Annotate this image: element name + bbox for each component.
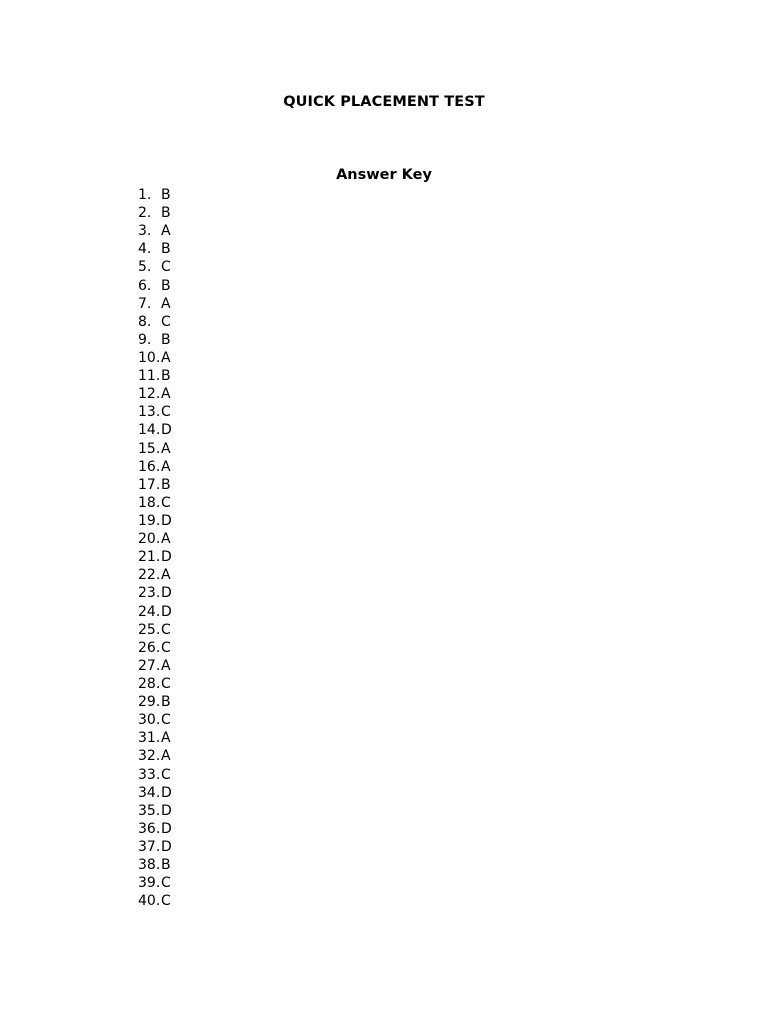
- answer-letter: B: [161, 694, 171, 711]
- list-item: [138, 874, 172, 892]
- answer-letter: D: [161, 838, 172, 855]
- question-number: 9.: [138, 331, 152, 348]
- list-item: [138, 584, 172, 602]
- section-title: Answer Key: [336, 167, 432, 183]
- answer-letter: C: [161, 893, 171, 910]
- answer-letter: C: [161, 313, 171, 330]
- question-number: 21.: [138, 549, 161, 566]
- list-item: [138, 331, 172, 349]
- question-number: 7.: [138, 295, 152, 312]
- list-item: [138, 204, 172, 222]
- answer-letter: D: [161, 512, 172, 529]
- question-number: 25.: [138, 621, 161, 638]
- question-number: 28.: [138, 675, 161, 692]
- list-item: [138, 476, 172, 494]
- list-item: [138, 548, 172, 566]
- list-item: [138, 240, 172, 258]
- answer-letter: D: [161, 549, 172, 566]
- question-number: 14.: [138, 422, 161, 439]
- answer-letter: B: [161, 277, 171, 294]
- list-item: [138, 747, 172, 765]
- answer-letter: C: [161, 621, 171, 638]
- answer-letter: A: [161, 657, 171, 674]
- question-number: 20.: [138, 531, 161, 548]
- question-number: 39.: [138, 875, 161, 892]
- list-item: [138, 403, 172, 421]
- question-number: 35.: [138, 802, 161, 819]
- question-number: 29.: [138, 694, 161, 711]
- question-number: 3.: [138, 223, 152, 240]
- list-item: [138, 711, 172, 729]
- list-item: [138, 729, 172, 747]
- list-item: [138, 693, 172, 711]
- question-number: 5.: [138, 259, 152, 276]
- answer-letter: A: [161, 295, 171, 312]
- answer-letter: A: [161, 223, 171, 240]
- question-number: 17.: [138, 476, 161, 493]
- list-item: [138, 458, 172, 476]
- question-number: 32.: [138, 748, 161, 765]
- question-number: 10.: [138, 349, 161, 366]
- list-item: [138, 675, 172, 693]
- answer-letter: D: [161, 422, 172, 439]
- question-number: 2.: [138, 205, 152, 222]
- question-number: 11.: [138, 368, 161, 385]
- answer-letter: C: [161, 404, 171, 421]
- answer-letter: A: [161, 458, 171, 475]
- question-number: 1.: [138, 187, 152, 203]
- list-item: [138, 766, 172, 784]
- list-item: [138, 277, 172, 295]
- question-number: 36.: [138, 820, 161, 837]
- question-number: 15.: [138, 440, 161, 457]
- list-item: [138, 639, 172, 657]
- list-item: [138, 566, 172, 584]
- list-item: [138, 385, 172, 403]
- answer-letter: D: [161, 603, 172, 620]
- question-number: 33.: [138, 766, 161, 783]
- question-number: 26.: [138, 639, 161, 656]
- list-item: [138, 222, 172, 240]
- answer-letter: D: [161, 585, 172, 602]
- list-item: [138, 313, 172, 331]
- list-item: [138, 621, 172, 639]
- question-number: 24.: [138, 603, 161, 620]
- question-number: 34.: [138, 784, 161, 801]
- question-number: 13.: [138, 404, 161, 421]
- question-number: 18.: [138, 494, 161, 511]
- answer-letter: A: [161, 730, 171, 747]
- question-number: 27.: [138, 657, 161, 674]
- answer-letter: C: [161, 494, 171, 511]
- answer-letter: A: [161, 349, 171, 366]
- answer-letter: D: [161, 784, 172, 801]
- answer-letter: C: [161, 675, 171, 692]
- list-item: [138, 421, 172, 439]
- question-number: 30.: [138, 712, 161, 729]
- question-number: 6.: [138, 277, 152, 294]
- answer-letter: B: [161, 368, 171, 385]
- list-item: [138, 784, 172, 802]
- question-number: 37.: [138, 838, 161, 855]
- answer-letter: A: [161, 567, 171, 584]
- document-title: QUICK PLACEMENT TEST: [283, 94, 485, 110]
- list-item: [138, 440, 172, 458]
- list-item: [138, 295, 172, 313]
- question-number: 12.: [138, 386, 161, 403]
- answer-letter: C: [161, 259, 171, 276]
- list-item: [138, 820, 172, 838]
- question-number: 4.: [138, 241, 152, 258]
- answer-letter: A: [161, 531, 171, 548]
- answer-letter: C: [161, 875, 171, 892]
- list-item: [138, 186, 172, 204]
- list-item: [138, 494, 172, 512]
- answer-letter: B: [161, 331, 171, 348]
- answer-letter: A: [161, 386, 171, 403]
- list-item: [138, 603, 172, 621]
- question-number: 22.: [138, 567, 161, 584]
- answer-list: [138, 186, 172, 910]
- question-number: 16.: [138, 458, 161, 475]
- list-item: [138, 258, 172, 276]
- question-number: 23.: [138, 585, 161, 602]
- question-number: 40.: [138, 893, 161, 910]
- question-number: 8.: [138, 313, 152, 330]
- list-item: [138, 512, 172, 530]
- answer-letter: B: [161, 187, 171, 203]
- list-item: [138, 349, 172, 367]
- list-item: [138, 838, 172, 856]
- question-number: 38.: [138, 857, 161, 874]
- answer-letter: B: [161, 857, 171, 874]
- list-item: [138, 856, 172, 874]
- answer-letter: A: [161, 748, 171, 765]
- answer-letter: D: [161, 820, 172, 837]
- list-item: [138, 367, 172, 385]
- question-number: 31.: [138, 730, 161, 747]
- question-number: 19.: [138, 512, 161, 529]
- answer-letter: B: [161, 241, 171, 258]
- answer-letter: B: [161, 476, 171, 493]
- list-item: [138, 802, 172, 820]
- answer-letter: D: [161, 802, 172, 819]
- answer-letter: A: [161, 440, 171, 457]
- list-item: [138, 892, 172, 910]
- answer-letter: B: [161, 205, 171, 222]
- answer-letter: C: [161, 712, 171, 729]
- answer-letter: C: [161, 639, 171, 656]
- answer-letter: C: [161, 766, 171, 783]
- list-item: [138, 657, 172, 675]
- list-item: [138, 530, 172, 548]
